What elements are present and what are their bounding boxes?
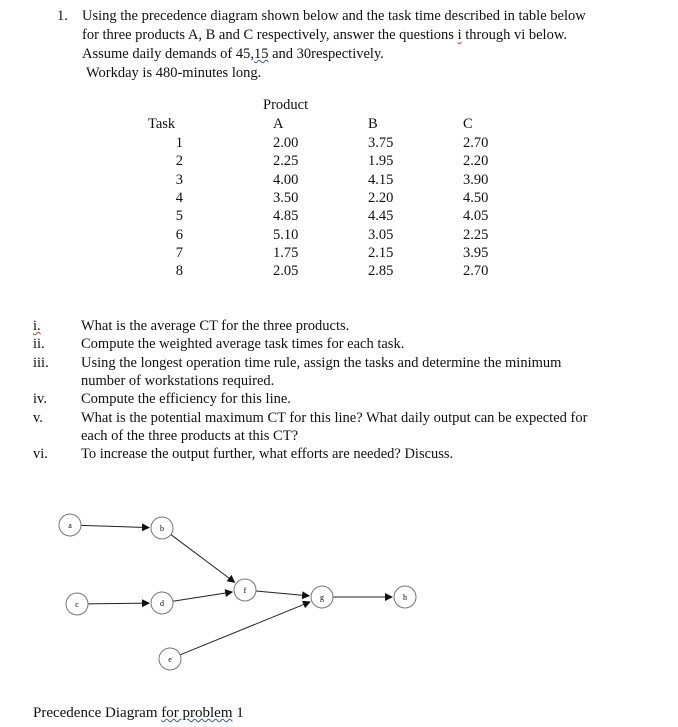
cell-c: 3.95 [463, 244, 489, 261]
cell-task: 3 [175, 171, 183, 188]
cell-task: 6 [175, 226, 183, 243]
question-number: iv. [33, 391, 47, 408]
cell-task: 8 [175, 263, 183, 280]
cell-task: 2 [175, 153, 183, 170]
diagram-caption: Precedence Diagram for problem 1 [33, 705, 244, 721]
cell-task: 5 [175, 208, 183, 225]
cell-task: 4 [175, 189, 183, 206]
question-text: Using the longest operation time rule, assign the tasks and determine the minimum [81, 354, 562, 371]
node-label: a [68, 521, 72, 530]
cell-c: 2.25 [463, 226, 489, 243]
cell-c: 3.90 [463, 171, 489, 188]
problem-line-2: for three products A, B and C respectively, answer the questions i through vi below. [82, 27, 567, 43]
problem-line-4: Workday is 480-minutes long. [86, 65, 262, 81]
edge-d-f [173, 592, 232, 601]
edge-a-b [81, 525, 149, 527]
cell-task: 7 [175, 244, 183, 261]
cell-a: 4.85 [273, 208, 299, 225]
cell-b: 4.45 [368, 208, 394, 225]
edge-c-d [88, 603, 149, 604]
question-text: What is the potential maximum CT for this line? What daily output can be expected for [81, 409, 588, 426]
question-number: v. [33, 409, 43, 426]
question-text: Compute the weighted average task times for each task. [81, 336, 405, 353]
product-header: Product [263, 97, 309, 113]
question-number: ii. [33, 336, 45, 353]
cell-a: 4.00 [273, 171, 299, 188]
edge-b-f [171, 535, 235, 583]
node-label: c [75, 600, 79, 609]
cell-a: 2.25 [273, 153, 299, 170]
question-text: Compute the efficiency for this line. [81, 391, 291, 408]
problem-number: 1. [57, 8, 68, 24]
cell-a: 2.05 [273, 263, 299, 280]
cell-c: 2.70 [463, 135, 489, 151]
task-header: Task [148, 116, 176, 132]
cell-b: 2.85 [368, 263, 394, 280]
edge-f-g [256, 591, 309, 596]
question-number: vi. [33, 446, 48, 463]
question-number: iii. [33, 354, 49, 371]
question-text: each of the three products at this CT? [81, 427, 299, 444]
node-label: g [320, 593, 324, 602]
cell-b: 2.20 [368, 189, 394, 206]
cell-b: 4.15 [368, 171, 394, 188]
edge-e-g [180, 602, 310, 655]
cell-c: 2.70 [463, 263, 489, 280]
cell-b: 1.95 [368, 153, 394, 170]
node-label: d [160, 599, 164, 608]
node-label: b [160, 524, 164, 533]
cell-b: 3.05 [368, 226, 394, 243]
cell-b: 3.75 [368, 135, 394, 151]
cell-a: 5.10 [273, 226, 299, 243]
column-a-header: A [273, 116, 284, 132]
cell-c: 4.05 [463, 208, 489, 225]
cell-a: 1.75 [273, 244, 299, 261]
question-text: What is the average CT for the three products. [81, 318, 350, 334]
problem-line-1: Using the precedence diagram shown below and the task time described in table below [82, 8, 586, 24]
cell-task: 1 [175, 135, 183, 151]
question-text: To increase the output further, what efforts are needed? Discuss. [81, 446, 454, 463]
column-c-header: C [463, 116, 473, 132]
question-number: i. [33, 318, 41, 334]
node-label: f [243, 586, 247, 595]
cell-a: 2.00 [273, 135, 299, 151]
node-label: h [403, 593, 407, 602]
cell-b: 2.15 [368, 244, 394, 261]
cell-c: 4.50 [463, 189, 489, 206]
problem-line-3: Assume daily demands of 45,15 and 30respectively. [82, 46, 384, 62]
node-label: e [168, 655, 172, 664]
cell-c: 2.20 [463, 153, 489, 170]
question-text: number of workstations required. [81, 372, 275, 389]
column-b-header: B [368, 116, 378, 132]
cell-a: 3.50 [273, 189, 299, 206]
